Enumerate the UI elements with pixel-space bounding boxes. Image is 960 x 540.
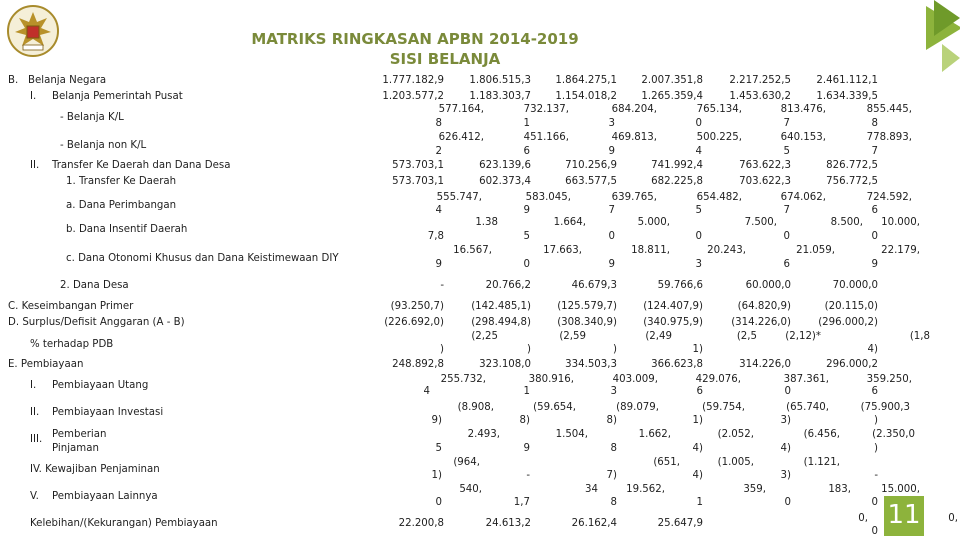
cell-inv-b-4: 3) [780, 415, 791, 426]
cell-bpp-4: 1.453.630,2 [729, 91, 791, 102]
cell-otsus-b-4: 6 [783, 259, 790, 270]
cell-def-3: (340.975,9) [643, 317, 703, 328]
cell-lain-b-2: 8 [610, 497, 617, 508]
row-label-e2n: II. [30, 407, 40, 418]
cell-kl-a-1: 732.137, [523, 104, 569, 115]
cell-nonkl-a-3: 500.225, [696, 132, 742, 143]
cell-pdb-b-1: ) [527, 344, 531, 355]
cell-otsus-b-5: 9 [871, 259, 878, 270]
cell-pinj-b-1: 9 [523, 443, 530, 454]
cell-utang-a-2: 403.009, [612, 374, 658, 385]
cell-pemb-1: 323.108,0 [479, 359, 531, 370]
cell-kel-2: 26.162,4 [571, 518, 617, 529]
row-label-e: E. Pembiayaan [8, 359, 84, 370]
cell-pinj-a-1: 1.504, [555, 429, 588, 440]
cell-did-b-5: 0 [871, 231, 878, 242]
cell-kl-b-0: 8 [435, 118, 442, 129]
cell-dd-4: 60.000,0 [745, 280, 791, 291]
cell-kew-b-1: - [526, 470, 530, 481]
cell-def-1: (298.494,8) [471, 317, 531, 328]
cell-lain-b-4: 0 [784, 497, 791, 508]
cell-lain-b-0: 0 [435, 497, 442, 508]
cell-kp-2: (125.579,7) [557, 301, 617, 312]
cell-belanja-negara-5: 2.461.112,1 [816, 75, 878, 86]
cell-utang-a-4: 387.361, [783, 374, 829, 385]
cell-inv-b-5: ) [874, 415, 878, 426]
cell-utang-a-3: 429.076, [695, 374, 741, 385]
cell-tkdd-3: 741.992,4 [651, 160, 703, 171]
cell-kew-b-4: 3) [780, 470, 791, 481]
cell-did-a-2: 1.664, [553, 217, 586, 228]
cell-nonkl-b-1: 6 [523, 146, 530, 157]
cell-tkd-5: 756.772,5 [826, 176, 878, 187]
cell-pemb-4: 314.226,0 [739, 359, 791, 370]
row-label-e1: Pembiayaan Utang [52, 380, 149, 391]
cell-pinj-b-0: 5 [435, 443, 442, 454]
cell-did-a-3: 5.000, [637, 217, 670, 228]
cell-utang-b-2: 3 [610, 386, 617, 397]
cell-kew-a-3: (1.121, [803, 457, 840, 468]
cell-nonkl-a-1: 451.166, [523, 132, 569, 143]
cell-did-b-4: 0 [783, 231, 790, 242]
cell-otsus-a-2: 18.811, [631, 245, 670, 256]
cell-pdb-b-2: ) [613, 344, 617, 355]
cell-kl-a-2: 684.204, [611, 104, 657, 115]
cell-nonkl-b-2: 9 [608, 146, 615, 157]
cell-inv-b-2: 8) [606, 415, 617, 426]
row-label-e3b: Pinjaman [52, 443, 99, 454]
cell-utang-a-0: 255.732, [440, 374, 486, 385]
cell-lain-a-1: 34 [585, 484, 598, 495]
cell-dp-b-4: 7 [783, 205, 790, 216]
cell-utang-b-1: 1 [523, 386, 530, 397]
cell-inv-b-1: 8) [519, 415, 530, 426]
cell-pinj-b-4: 4) [780, 443, 791, 454]
cell-utang-b-4: 0 [784, 386, 791, 397]
cell-def-0: (226.692,0) [384, 317, 444, 328]
corner-triangle-decoration [934, 0, 960, 36]
cell-dd-1: 20.766,2 [485, 280, 531, 291]
cell-pemb-2: 334.503,3 [565, 359, 617, 370]
row-label-pdb: % terhadap PDB [30, 339, 114, 350]
cell-inv-b-0: 9) [431, 415, 442, 426]
row-label-e3n: III. [30, 434, 43, 445]
cell-nonkl-b-5: 7 [871, 146, 878, 157]
cell-utang-a-1: 380.916, [528, 374, 574, 385]
cell-kew-b-0: 1) [431, 470, 442, 481]
cell-dp-a-4: 674.062, [780, 192, 826, 203]
cell-kew-b-3: 4) [692, 470, 703, 481]
cell-inv-a-1: (59.654, [533, 402, 576, 413]
cell-kl-b-4: 7 [783, 118, 790, 129]
row-label-ii: II. [30, 160, 40, 171]
row-label-e2: Pembiayaan Investasi [52, 407, 164, 418]
row-label-nonkl: - Belanja non K/L [60, 140, 147, 151]
cell-otsus-b-0: 9 [435, 259, 442, 270]
cell-otsus-a-3: 20.243, [707, 245, 746, 256]
cell-pinj-b-5: ) [874, 443, 878, 454]
cell-kl-a-4: 813.476, [780, 104, 826, 115]
cell-def-2: (308.340,9) [557, 317, 617, 328]
cell-dp-a-0: 555.747, [436, 192, 482, 203]
cell-kel-tail-1: 0 [871, 526, 878, 537]
row-label-e5n: V. [30, 491, 39, 502]
cell-kl-a-5: 855.445, [866, 104, 912, 115]
cell-lain-b-3: 1 [696, 497, 703, 508]
cell-bpp-0: 1.203.577,2 [382, 91, 444, 102]
row-label-e5: Pembiayaan Lainnya [52, 491, 158, 502]
cell-lain-b-1: 1,7 [513, 497, 530, 508]
cell-otsus-a-0: 16.567, [453, 245, 492, 256]
cell-nonkl-b-4: 5 [783, 146, 790, 157]
row-label-dd: 2. Dana Desa [60, 280, 129, 291]
cell-dp-a-3: 654.482, [696, 192, 742, 203]
cell-bpp-5: 1.634.339,5 [816, 91, 878, 102]
cell-did-a-6: 10.000, [881, 217, 920, 228]
cell-kl-b-3: 0 [695, 118, 702, 129]
page-title: MATRIKS RINGKASAN APBN 2014-2019 [251, 30, 579, 48]
row-label-c: c. Dana Otonomi Khusus dan Dana Keistimewaan DIY [66, 253, 339, 264]
cell-lain-b-5: 0 [871, 497, 878, 508]
cell-inv-a-3: (59.754, [702, 402, 745, 413]
cell-lain-a-0: 540, [459, 484, 482, 495]
cell-did-a-4: 7.500, [744, 217, 777, 228]
cell-did-a-5: 8.500, [830, 217, 863, 228]
cell-kew-a-1: (651, [653, 457, 680, 468]
cell-dd-0: - [440, 280, 444, 291]
cell-kp-0: (93.250,7) [390, 301, 444, 312]
cell-belanja-negara-0: 1.777.182,9 [382, 75, 444, 86]
cell-pinj-a-4: (6.456, [803, 429, 840, 440]
cell-bpp-1: 1.183.303,7 [469, 91, 531, 102]
cell-pinj-a-2: 1.662, [638, 429, 671, 440]
cell-pdb-a-0: (2,25 [471, 331, 498, 342]
row-label-t1: 1. Transfer Ke Daerah [66, 176, 177, 187]
cell-nonkl-b-0: 2 [435, 146, 442, 157]
cell-inv-a-5: (75.900,3 [860, 402, 910, 413]
cell-nonkl-a-2: 469.813, [611, 132, 657, 143]
cell-otsus-b-3: 3 [695, 259, 702, 270]
row-label-i_text: Belanja Pemerintah Pusat [52, 91, 183, 102]
cell-otsus-a-1: 17.663, [543, 245, 582, 256]
cell-kp-5: (20.115,0) [824, 301, 878, 312]
cell-otsus-a-4: 21.059, [796, 245, 835, 256]
cell-did-b-2: 0 [608, 231, 615, 242]
row-label-b_text: Belanja Negara [28, 75, 107, 86]
cell-inv-a-2: (89.079, [616, 402, 659, 413]
cell-nonkl-b-3: 4 [695, 146, 702, 157]
page-subtitle: SISI BELANJA [389, 50, 501, 68]
cell-kel-tail-2: 0, [948, 513, 958, 524]
cell-dp-a-1: 583.045, [525, 192, 571, 203]
cell-tkdd-2: 710.256,9 [565, 160, 617, 171]
cell-kew-b-5: - [874, 470, 878, 481]
cell-kl-b-5: 8 [871, 118, 878, 129]
cell-pdb-a-1: (2,59 [559, 331, 586, 342]
row-label-e3a: Pemberian [52, 429, 107, 440]
cell-inv-b-3: 1) [692, 415, 703, 426]
cell-nonkl-a-4: 640.153, [780, 132, 826, 143]
row-label-kl: - Belanja K/L [60, 112, 124, 123]
cell-inv-a-4: (65.740, [786, 402, 829, 413]
cell-tkdd-0: 573.703,1 [392, 160, 444, 171]
cell-kel-tail-0: 0, [858, 513, 868, 524]
cell-kew-a-0: (964, [453, 457, 480, 468]
cell-did-b-0: 7,8 [427, 231, 444, 242]
cell-otsus-b-1: 0 [523, 259, 530, 270]
cell-pinj-b-2: 8 [610, 443, 617, 454]
cell-bpp-3: 1.265.359,4 [641, 91, 703, 102]
cell-dp-b-3: 5 [695, 205, 702, 216]
cell-pdb-b-0: ) [440, 344, 444, 355]
cell-kl-b-1: 1 [523, 118, 530, 129]
cell-dp-b-0: 4 [435, 205, 442, 216]
cell-dp-b-1: 9 [523, 205, 530, 216]
cell-dd-5: 70.000,0 [832, 280, 878, 291]
cell-pdb-b-4: 4) [867, 344, 878, 355]
cell-pinj-a-0: 2.493, [467, 429, 500, 440]
cell-nonkl-a-5: 778.893, [866, 132, 912, 143]
cell-tkdd-5: 826.772,5 [826, 160, 878, 171]
cell-dd-3: 59.766,6 [657, 280, 703, 291]
cell-belanja-negara-1: 1.806.515,3 [469, 75, 531, 86]
cell-kel-3: 25.647,9 [657, 518, 703, 529]
cell-dd-2: 46.679,3 [571, 280, 617, 291]
cell-pdb-a-2: (2,49 [645, 331, 672, 342]
row-label-bb: b. Dana Insentif Daerah [66, 224, 188, 235]
cell-pemb-0: 248.892,8 [392, 359, 444, 370]
cell-dp-a-5: 724.592, [866, 192, 912, 203]
cell-utang-b-3: 6 [696, 386, 703, 397]
cell-kl-b-2: 3 [608, 118, 615, 129]
cell-pdb-b-3: 1) [692, 344, 703, 355]
cell-kp-3: (124.407,9) [643, 301, 703, 312]
cell-def-4: (314.226,0) [731, 317, 791, 328]
cell-inv-a-0: (8.908, [457, 402, 494, 413]
row-label-e1n: I. [30, 380, 37, 391]
cell-dp-b-5: 6 [871, 205, 878, 216]
cell-tkd-1: 602.373,4 [479, 176, 531, 187]
cell-kew-b-2: 7) [606, 470, 617, 481]
cell-kel-0: 22.200,8 [398, 518, 444, 529]
cell-did-a-1: 1.38 [475, 217, 498, 228]
cell-tkdd-4: 763.622,3 [739, 160, 791, 171]
cell-kp-4: (64.820,9) [737, 301, 791, 312]
cell-tkd-2: 663.577,5 [565, 176, 617, 187]
cell-pemb-3: 366.623,8 [651, 359, 703, 370]
row-label-ii_text: Transfer Ke Daerah dan Dana Desa [52, 160, 231, 171]
cell-dp-a-2: 639.765, [611, 192, 657, 203]
page-number: 11 [884, 496, 924, 536]
row-label-b: B. [8, 75, 19, 86]
cell-tkdd-1: 623.139,6 [479, 160, 531, 171]
row-label-a: a. Dana Perimbangan [66, 200, 177, 211]
cell-belanja-negara-4: 2.217.252,5 [729, 75, 791, 86]
cell-pinj-b-3: 4) [692, 443, 703, 454]
cell-lain-a-3: 359, [743, 484, 766, 495]
cell-pemb-5: 296.000,2 [826, 359, 878, 370]
cell-belanja-negara-3: 2.007.351,8 [641, 75, 703, 86]
cell-utang-a-5: 359.250, [866, 374, 912, 385]
cell-tkd-4: 703.622,3 [739, 176, 791, 187]
cell-tkd-0: 573.703,1 [392, 176, 444, 187]
cell-def-5: (296.000,2) [818, 317, 878, 328]
row-label-kel: Kelebihan/(Kekurangan) Pembiayaan [30, 518, 218, 529]
row-label-i: I. [30, 91, 37, 102]
cell-kew-a-2: (1.005, [717, 457, 754, 468]
cell-bpp-2: 1.154.018,2 [555, 91, 617, 102]
row-label-cc: C. Keseimbangan Primer [8, 301, 134, 312]
cell-did-b-1: 5 [523, 231, 530, 242]
row-label-e4: IV. Kewajiban Penjaminan [30, 464, 160, 475]
cell-kl-a-0: 577.164, [438, 104, 484, 115]
cell-belanja-negara-2: 1.864.275,1 [555, 75, 617, 86]
cell-utang-b-0: 4 [423, 386, 430, 397]
cell-pdb-a-3: (2,5 [736, 331, 757, 342]
row-label-d: D. Surplus/Defisit Anggaran (A - B) [8, 317, 185, 328]
cell-lain-a-2: 19.562, [626, 484, 665, 495]
corner-triangle-decoration [942, 44, 960, 72]
cell-tkd-3: 682.225,8 [651, 176, 703, 187]
cell-pdb-a-4: (2,12)* [785, 331, 821, 342]
cell-did-b-3: 0 [695, 231, 702, 242]
cell-dp-b-2: 7 [608, 205, 615, 216]
cell-otsus-b-2: 9 [608, 259, 615, 270]
cell-kp-1: (142.485,1) [471, 301, 531, 312]
cell-kl-a-3: 765.134, [696, 104, 742, 115]
cell-pinj-a-5: (2.350,0 [872, 429, 915, 440]
cell-utang-b-5: 6 [871, 386, 878, 397]
cell-lain-a-4: 183, [828, 484, 851, 495]
cell-kel-1: 24.613,2 [485, 518, 531, 529]
cell-pinj-a-3: (2.052, [717, 429, 754, 440]
cell-lain-a-5: 15.000, [881, 484, 920, 495]
cell-pdb-a-5: (1,8 [909, 331, 930, 342]
cell-otsus-a-5: 22.179, [881, 245, 920, 256]
cell-nonkl-a-0: 626.412, [438, 132, 484, 143]
